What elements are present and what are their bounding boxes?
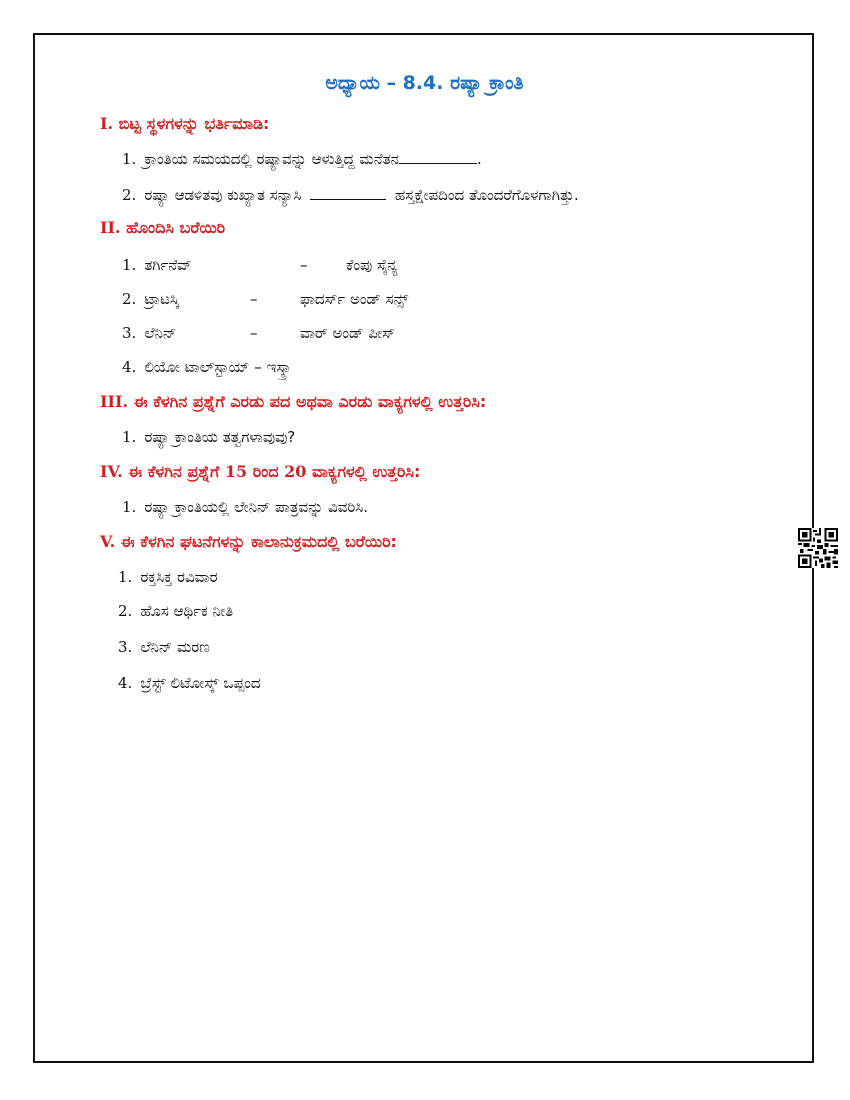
match-left: ಲೆನಿನ್: [144, 324, 177, 342]
section-1-text: ಬಿಟ್ಟ ಸ್ಥಳಗಳನ್ನು ಭರ್ತಿಮಾಡಿ:: [118, 114, 270, 133]
section-3-heading: [100, 392, 486, 412]
item-text: ಲೆನಿನ್ ಮರಣ: [140, 638, 210, 656]
list-item: [122, 428, 295, 446]
match-row-2: [122, 290, 179, 308]
item-number: 1.: [122, 498, 137, 516]
section-4-text-b: ರಿಂದ: [252, 462, 279, 481]
match-left: ತರ್ಗಿನೆವ್: [144, 256, 192, 274]
item-text: ರಷ್ಯಾ ಆಡಳಿತವು ಕುಖ್ಯಾತ ಸನ್ಯಾಸಿ: [144, 186, 302, 204]
section-4-text-c: ವಾಕ್ಯಗಳಲ್ಲಿ ಉತ್ತರಿಸಿ:: [312, 462, 421, 481]
item-number: 4.: [122, 358, 137, 376]
section-1-number: I.: [100, 114, 114, 133]
section-2-heading: [100, 218, 225, 238]
section-4-number: IV.: [100, 462, 123, 481]
match-dash: –: [250, 290, 258, 308]
match-row-1: [122, 256, 192, 274]
item-number: 2.: [118, 602, 133, 620]
item-number: 2.: [122, 186, 137, 204]
qr-code-icon[interactable]: [798, 528, 838, 568]
match-right: ಕೆಂಪು ಸೈನ್ಯ: [346, 256, 398, 274]
section-3-text: ಈ ಕೆಳಗಿನ ಪ್ರಶ್ನೆಗೆ ಎರಡು ಪದ ಅಥವಾ ಎರಡು ವಾಕ್ಯಗಳಲ್ಲಿ ಉತ್ತರಿಸಿ:: [133, 392, 487, 411]
section-5-number: V.: [100, 532, 116, 551]
match-row-4: [122, 358, 291, 376]
list-item: [118, 638, 210, 656]
page-title: ಅಧ್ಯಾಯ – 8.4. ರಷ್ಯಾ ಕ್ರಾಂತಿ: [325, 72, 524, 94]
answer-blank[interactable]: [310, 198, 386, 200]
match-right: ಫಾದರ್ಸ್ ಅಂಡ್ ಸನ್ಸ್: [300, 290, 409, 308]
list-item: [122, 186, 579, 204]
match-left: ಲಿಯೋ ಟಾಲ್‌ಸ್ಟಾಯ್ – ಇಸ್ಕ್ರಾ: [144, 358, 292, 376]
item-text: ರಷ್ಯಾ ಕ್ರಾಂತಿಯಲ್ಲಿ ಲೇನಿನ್ ಪಾತ್ರವನ್ನು ವಿವರಿಸಿ.: [144, 498, 368, 516]
section-2-number: II.: [100, 218, 121, 237]
item-number: 2.: [122, 290, 137, 308]
match-dash: –: [300, 256, 308, 274]
item-number: 3.: [122, 324, 137, 342]
item-text: ಕ್ರಾಂತಿಯ ಸಮಯದಲ್ಲಿ ರಷ್ಯಾವನ್ನು ಆಳುತ್ತಿದ್ದ ಮನೆತನ: [144, 150, 399, 168]
item-number: 1.: [122, 428, 137, 446]
item-text: ರಕ್ತಸಿಕ್ತ ರವಿವಾರ: [140, 568, 218, 586]
item-number: 1.: [118, 568, 133, 586]
section-3-number: III.: [100, 392, 129, 411]
item-number: 3.: [118, 638, 133, 656]
list-item: [118, 568, 218, 586]
item-number: 4.: [118, 674, 133, 692]
item-number: 1.: [122, 256, 137, 274]
item-after: ಹಸ್ತಕ್ಷೇಪದಿಂದ ತೊಂದರೆಗೊಳಗಾಗಿತ್ತು.: [394, 186, 579, 204]
match-dash: –: [250, 324, 258, 342]
match-right: ವಾರ್ ಅಂಡ್ ಪೀಸ್: [300, 324, 395, 342]
match-row-3: [122, 324, 176, 342]
list-item: [118, 674, 261, 692]
section-4-n2: 20: [284, 462, 307, 481]
item-after: .: [476, 150, 482, 168]
item-text: ರಷ್ಯಾ ಕ್ರಾಂತಿಯ ತತ್ವಗಳಾವುವು?: [144, 428, 296, 446]
list-item: [122, 498, 368, 516]
section-5-text: ಈ ಕೆಳಗಿನ ಘಟನೆಗಳನ್ನು ಕಾಲಾನುಕ್ರಮದಲ್ಲಿ ಬರೆಯಿರಿ:: [120, 532, 397, 551]
section-1-heading: [100, 114, 269, 134]
section-5-heading: [100, 532, 397, 552]
section-4-heading: [100, 462, 420, 482]
list-item: [118, 602, 233, 620]
match-left: ಟ್ರಾಟಸ್ಕಿ: [144, 290, 180, 308]
item-text: ಹೊಸ ಆರ್ಥಿಕ ನೀತಿ: [140, 602, 234, 620]
item-number: 1.: [122, 150, 137, 168]
answer-blank[interactable]: [399, 162, 477, 164]
item-text: ಬ್ರೆಸ್ಟ್ ಲಿಟೋಸ್ಕ್ ಒಪ್ಪಂದ: [140, 674, 261, 692]
section-4-n1: 15: [224, 462, 248, 481]
section-4-text-a: ಈ ಕೆಳಗಿನ ಪ್ರಶ್ನೆಗೆ: [128, 462, 220, 481]
section-2-text: ಹೊಂದಿಸಿ ಬರೆಯಿರಿ: [126, 218, 226, 237]
list-item: [122, 150, 482, 168]
